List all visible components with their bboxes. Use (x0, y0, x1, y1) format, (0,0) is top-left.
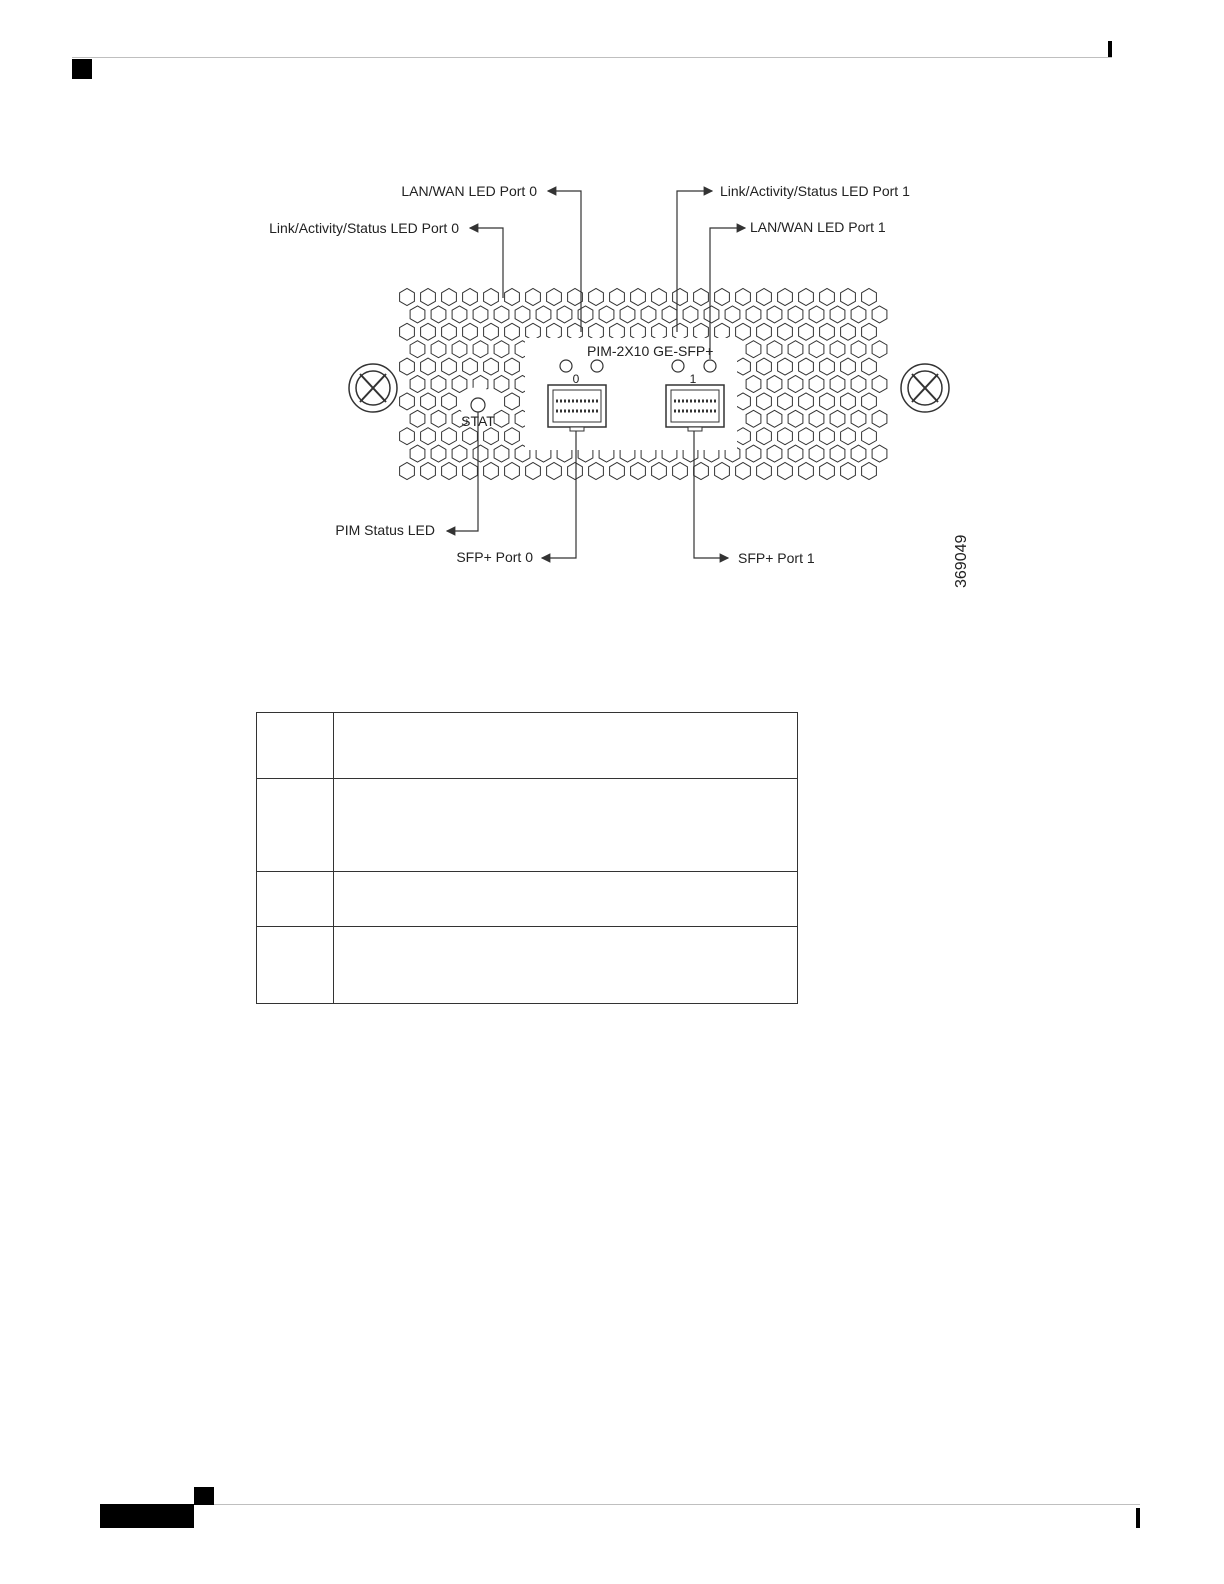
vent-hole (473, 445, 488, 462)
vent-hole (421, 463, 436, 480)
vent-hole (862, 358, 877, 375)
callout-sfp-port0: SFP+ Port 0 (456, 549, 533, 565)
vent-hole (788, 445, 803, 462)
vent-hole (589, 463, 604, 480)
vent-hole (862, 463, 877, 480)
legend-description-cell (334, 713, 798, 779)
vent-hole (421, 393, 436, 410)
vent-hole (568, 463, 583, 480)
vent-hole (820, 428, 835, 445)
vent-hole (641, 306, 656, 323)
vent-hole (820, 463, 835, 480)
vent-hole (526, 463, 541, 480)
vent-hole (694, 323, 709, 340)
vent-hole (410, 306, 425, 323)
vent-hole (589, 323, 604, 340)
vent-hole (505, 323, 520, 340)
header-rule (72, 57, 1112, 58)
pim-front-panel-figure (250, 170, 980, 600)
vent-hole (431, 376, 446, 393)
vent-hole (662, 306, 677, 323)
vent-hole (683, 306, 698, 323)
vent-hole (505, 428, 520, 445)
lan-wan-led-port1 (704, 360, 716, 372)
vent-hole (778, 428, 793, 445)
vent-hole (547, 323, 562, 340)
vent-hole (599, 306, 614, 323)
vent-hole (578, 306, 593, 323)
sfp-port0 (548, 385, 606, 431)
legend-number-cell (257, 872, 334, 927)
stat-label: STAT (461, 413, 495, 429)
vent-hole (547, 463, 562, 480)
right-captive-screw-icon (901, 364, 949, 412)
vent-hole (841, 358, 856, 375)
vent-hole (673, 463, 688, 480)
vent-hole (400, 289, 415, 306)
vent-hole (851, 376, 866, 393)
vent-hole (410, 376, 425, 393)
callout-lan-wan-led-port1: LAN/WAN LED Port 1 (750, 219, 886, 235)
vent-hole (872, 341, 887, 358)
vent-hole (841, 428, 856, 445)
vent-hole (610, 289, 625, 306)
vent-hole (452, 341, 467, 358)
vent-hole (463, 428, 478, 445)
vent-hole (400, 463, 415, 480)
vent-hole (526, 323, 541, 340)
vent-hole (799, 463, 814, 480)
vent-hole (568, 289, 583, 306)
vent-hole (830, 341, 845, 358)
vent-hole (421, 428, 436, 445)
vent-hole (841, 463, 856, 480)
legend-description-cell (334, 927, 798, 1004)
vent-hole (767, 306, 782, 323)
vent-hole (809, 341, 824, 358)
vent-hole (767, 376, 782, 393)
vent-hole (820, 358, 835, 375)
vent-hole (767, 445, 782, 462)
vent-hole (788, 376, 803, 393)
port0-number: 0 (572, 372, 580, 386)
header-bar (1108, 41, 1112, 57)
vent-hole (736, 428, 751, 445)
vent-hole (400, 323, 415, 340)
vent-hole (778, 393, 793, 410)
vent-hole (442, 358, 457, 375)
callout-link-activity-status-led-port1: Link/Activity/Status LED Port 1 (720, 183, 910, 199)
vent-hole (862, 393, 877, 410)
vent-hole (820, 393, 835, 410)
vent-hole (421, 323, 436, 340)
vent-hole (610, 463, 625, 480)
vent-hole (830, 306, 845, 323)
vent-hole (841, 393, 856, 410)
vent-hole (652, 289, 667, 306)
vent-hole (410, 341, 425, 358)
vent-hole (746, 341, 761, 358)
vent-hole (778, 323, 793, 340)
vent-hole (631, 323, 646, 340)
vent-hole (442, 323, 457, 340)
vent-hole (442, 289, 457, 306)
left-captive-screw-icon (349, 364, 397, 412)
vent-hole (799, 323, 814, 340)
table-row (257, 779, 798, 872)
vent-hole (872, 445, 887, 462)
vent-hole (841, 289, 856, 306)
vent-hole (652, 463, 667, 480)
vent-hole (767, 410, 782, 427)
sfp-port1 (666, 385, 724, 431)
vent-hole (431, 410, 446, 427)
vent-hole (830, 445, 845, 462)
vent-hole (463, 323, 478, 340)
vent-hole (736, 358, 751, 375)
vent-hole (799, 289, 814, 306)
vent-hole (463, 358, 478, 375)
vent-hole (746, 376, 761, 393)
vent-hole (694, 463, 709, 480)
vent-hole (736, 393, 751, 410)
module-label: PIM-2X10 GE-SFP+ (587, 343, 714, 359)
vent-hole (547, 289, 562, 306)
vent-hole (736, 463, 751, 480)
vent-hole (767, 341, 782, 358)
vent-hole (778, 463, 793, 480)
vent-hole (799, 393, 814, 410)
vent-hole (851, 445, 866, 462)
vent-hole (431, 306, 446, 323)
vent-hole (484, 428, 499, 445)
vent-hole (872, 410, 887, 427)
vent-hole (673, 323, 688, 340)
vent-hole (610, 323, 625, 340)
vent-hole (746, 445, 761, 462)
vent-hole (442, 463, 457, 480)
vent-hole (505, 358, 520, 375)
vent-hole (431, 445, 446, 462)
vent-hole (568, 323, 583, 340)
callout-legend-table (256, 712, 798, 1004)
vent-hole (799, 428, 814, 445)
vent-hole (872, 376, 887, 393)
vent-hole (809, 410, 824, 427)
leader-link-port0 (470, 228, 503, 298)
stat-led (471, 398, 485, 412)
vent-hole (757, 428, 772, 445)
footer-page-tab (100, 1504, 194, 1528)
vent-hole (788, 341, 803, 358)
vent-hole (589, 289, 604, 306)
vent-hole (841, 323, 856, 340)
vent-hole (830, 410, 845, 427)
vent-hole (421, 358, 436, 375)
vent-hole (809, 445, 824, 462)
vent-hole (757, 463, 772, 480)
vent-hole (557, 306, 572, 323)
vent-hole (778, 289, 793, 306)
vent-hole (809, 376, 824, 393)
header-marker (72, 59, 92, 79)
vent-hole (473, 306, 488, 323)
vent-hole (715, 323, 730, 340)
legend-number-cell (257, 927, 334, 1004)
vent-hole (757, 289, 772, 306)
footer-marker (194, 1487, 214, 1505)
vent-hole (757, 323, 772, 340)
vent-hole (757, 358, 772, 375)
vent-hole (715, 289, 730, 306)
vent-hole (410, 445, 425, 462)
vent-hole (431, 341, 446, 358)
vent-hole (757, 393, 772, 410)
vent-hole (526, 289, 541, 306)
vent-hole (746, 410, 761, 427)
vent-hole (442, 428, 457, 445)
legend-description-cell (334, 779, 798, 872)
vent-hole (484, 289, 499, 306)
vent-hole (484, 463, 499, 480)
vent-hole (400, 358, 415, 375)
vent-hole (421, 289, 436, 306)
vent-hole (704, 306, 719, 323)
vent-hole (788, 410, 803, 427)
callout-link-activity-status-led-port0: Link/Activity/Status LED Port 0 (269, 220, 459, 236)
vent-hole (620, 306, 635, 323)
vent-hole (778, 358, 793, 375)
vent-hole (463, 289, 478, 306)
vent-hole (536, 306, 551, 323)
vent-hole (788, 306, 803, 323)
vent-hole (494, 445, 509, 462)
vent-hole (400, 393, 415, 410)
vent-hole (631, 289, 646, 306)
vent-hole (862, 323, 877, 340)
vent-hole (862, 428, 877, 445)
vent-hole (746, 306, 761, 323)
vent-hole (484, 323, 499, 340)
table-row (257, 713, 798, 779)
vent-hole (809, 306, 824, 323)
vent-hole (851, 410, 866, 427)
vent-hole (494, 306, 509, 323)
vent-hole (494, 410, 509, 427)
vent-hole (673, 289, 688, 306)
vent-hole (515, 306, 530, 323)
callout-sfp-port1: SFP+ Port 1 (738, 550, 815, 566)
vent-hole (736, 323, 751, 340)
legend-number-cell (257, 713, 334, 779)
vent-hole (631, 463, 646, 480)
vent-hole (484, 358, 499, 375)
table-row (257, 872, 798, 927)
table-row (257, 927, 798, 1004)
vent-hole (652, 323, 667, 340)
vent-hole (505, 463, 520, 480)
vent-hole (799, 358, 814, 375)
vent-hole (872, 306, 887, 323)
vent-hole (410, 410, 425, 427)
footer-rule (192, 1504, 1140, 1505)
vent-hole (452, 376, 467, 393)
vent-hole (494, 376, 509, 393)
lan-wan-led-port0 (591, 360, 603, 372)
vent-hole (820, 289, 835, 306)
vent-hole (715, 463, 730, 480)
vent-hole (473, 341, 488, 358)
callout-pim-status-led: PIM Status LED (335, 522, 435, 538)
vent-hole (494, 341, 509, 358)
vent-hole (736, 289, 751, 306)
vent-hole (452, 445, 467, 462)
link-led-port1 (672, 360, 684, 372)
vent-hole (442, 393, 457, 410)
vent-hole (505, 393, 520, 410)
vent-hole (400, 428, 415, 445)
footer-bar (1136, 1508, 1140, 1528)
vent-hole (725, 306, 740, 323)
figure-number: 369049 (953, 534, 970, 588)
vent-hole (694, 289, 709, 306)
vent-hole (505, 289, 520, 306)
callout-lan-wan-led-port0: LAN/WAN LED Port 0 (401, 183, 537, 199)
legend-number-cell (257, 779, 334, 872)
vent-hole (830, 376, 845, 393)
vent-hole (452, 306, 467, 323)
vent-hole (851, 306, 866, 323)
vent-hole (851, 341, 866, 358)
vent-hole (820, 323, 835, 340)
port1-number: 1 (689, 372, 697, 386)
vent-hole (862, 289, 877, 306)
link-led-port0 (560, 360, 572, 372)
vent-hole (463, 463, 478, 480)
legend-description-cell (334, 872, 798, 927)
